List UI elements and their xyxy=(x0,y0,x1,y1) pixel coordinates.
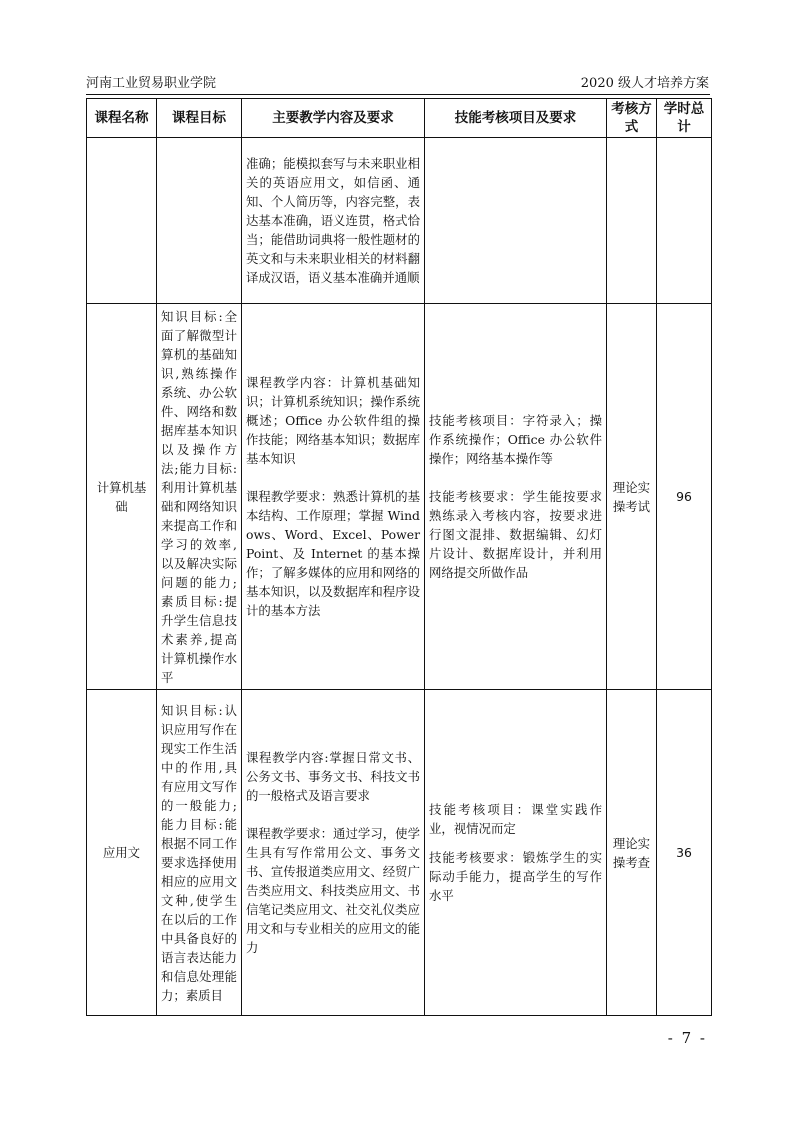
teaching-content-text: 课程教学内容:掌握日常文书、公务文书、事务文书、科技文书的一般格式及语言要求 xyxy=(246,750,420,803)
column-header-assessment-mode: 考核方式 xyxy=(607,99,657,138)
total-hours-cell xyxy=(657,138,712,304)
table-row xyxy=(87,138,712,304)
header-rule xyxy=(86,94,710,95)
assessment-items-text: 技能考核项目：课堂实践作业，视情况而定 xyxy=(429,802,602,836)
teaching-content-cell xyxy=(242,690,425,1016)
course-goals-cell: 知识目标:认识应用写作在现实工作生活中的作用,具有应用文写作的一般能力;能力目标:能根据不同工作要求选择使用相应的应用文文种,使学生在以后的工作中具备良好的语言表达能力和信息处理能力；素质目 xyxy=(157,690,242,1016)
column-header-skill-assessment: 技能考核项目及要求 xyxy=(425,99,607,138)
column-header-course-name: 课程名称 xyxy=(87,99,157,138)
teaching-requirements-text: 课程教学要求：通过学习，使学生具有写作常用公文、事务文书、宣传报道类应用文、经贸广告类应用文、科技类应用文、书信笔记类应用文、社交礼仪类应用文和与专业相关的应用文的能力 xyxy=(246,826,420,955)
course-goals-cell: 知识目标:全面了解微型计算机的基础知识,熟练操作系统、办公软件、网络和数据库基本知识以及操作方法;能力目标:利用计算机基础和网络知识来提高工作和学习的效率,以及解决实际问题的能力;素质目标:提升学生信息技术素养,提高计算机操作水平 xyxy=(157,304,242,690)
course-name-cell: 应用文 xyxy=(87,690,157,1016)
paragraph-gap xyxy=(246,805,420,824)
total-hours-cell: 36 xyxy=(657,690,712,1016)
skill-assessment-cell xyxy=(425,138,607,304)
teaching-content-text: 课程教学内容：计算机基础知识；计算机系统知识；操作系统概述；Office 办公软件组的操作技能；网络基本知识；数据库基本知识 xyxy=(246,375,420,466)
page-number: - 7 - xyxy=(667,1029,707,1047)
table-row xyxy=(87,690,712,1016)
teaching-content-cell xyxy=(242,304,425,690)
table-row xyxy=(87,304,712,690)
course-name-cell xyxy=(87,138,157,304)
assessment-requirements-text: 技能考核要求：学生能按要求熟练录入考核内容，按要求进行图文混排、数据编辑、幻灯片设计、数据库设计，并利用网络提交所做作品 xyxy=(429,489,602,580)
header-school-name: 河南工业贸易职业学院 xyxy=(86,76,217,91)
assessment-items-text: 技能考核项目：字符录入；操作系统操作；Office 办公软件操作；网络基本操作等 xyxy=(429,413,602,466)
paragraph-gap xyxy=(429,838,602,848)
column-header-course-goals: 课程目标 xyxy=(157,99,242,138)
course-goals-cell xyxy=(157,138,242,304)
paragraph-gap xyxy=(429,468,602,487)
skill-assessment-cell xyxy=(425,304,607,690)
teaching-content-cell xyxy=(242,138,425,304)
table-header-row xyxy=(87,99,712,138)
column-header-total-hours: 学时总计 xyxy=(657,99,712,138)
paragraph-gap xyxy=(246,468,420,487)
course-name-cell: 计算机基础 xyxy=(87,304,157,690)
header-document-title: 2020 级人才培养方案 xyxy=(580,76,709,91)
assessment-mode-cell xyxy=(607,138,657,304)
curriculum-table xyxy=(86,98,712,1016)
total-hours-cell: 96 xyxy=(657,304,712,690)
skill-assessment-cell xyxy=(425,690,607,1016)
assessment-requirements-text: 技能考核要求：锻炼学生的实际动手能力，提高学生的写作水平 xyxy=(429,850,602,903)
teaching-requirements-text: 课程教学要求：熟悉计算机的基本结构、工作原理；掌握 Windows、Word、Excel、PowerPoint、及 Internet 的基本操作；了解多媒体的应用和网络的基本知识，以及数据库和程序设计的基本方法 xyxy=(246,489,420,618)
column-header-teaching-content: 主要教学内容及要求 xyxy=(242,99,425,138)
teaching-content-text: 准确；能模拟套写与未来职业相关的英语应用文，如信函、通知、个人简历等，内容完整，表达基本准确，语义连贯，格式恰当；能借助词典将一般性题材的英文和与未来职业相关的材料翻译成汉语，语义基本准确并通顺 xyxy=(246,156,420,285)
assessment-mode-cell: 理论实操考试 xyxy=(607,304,657,690)
assessment-mode-cell: 理论实操考查 xyxy=(607,690,657,1016)
